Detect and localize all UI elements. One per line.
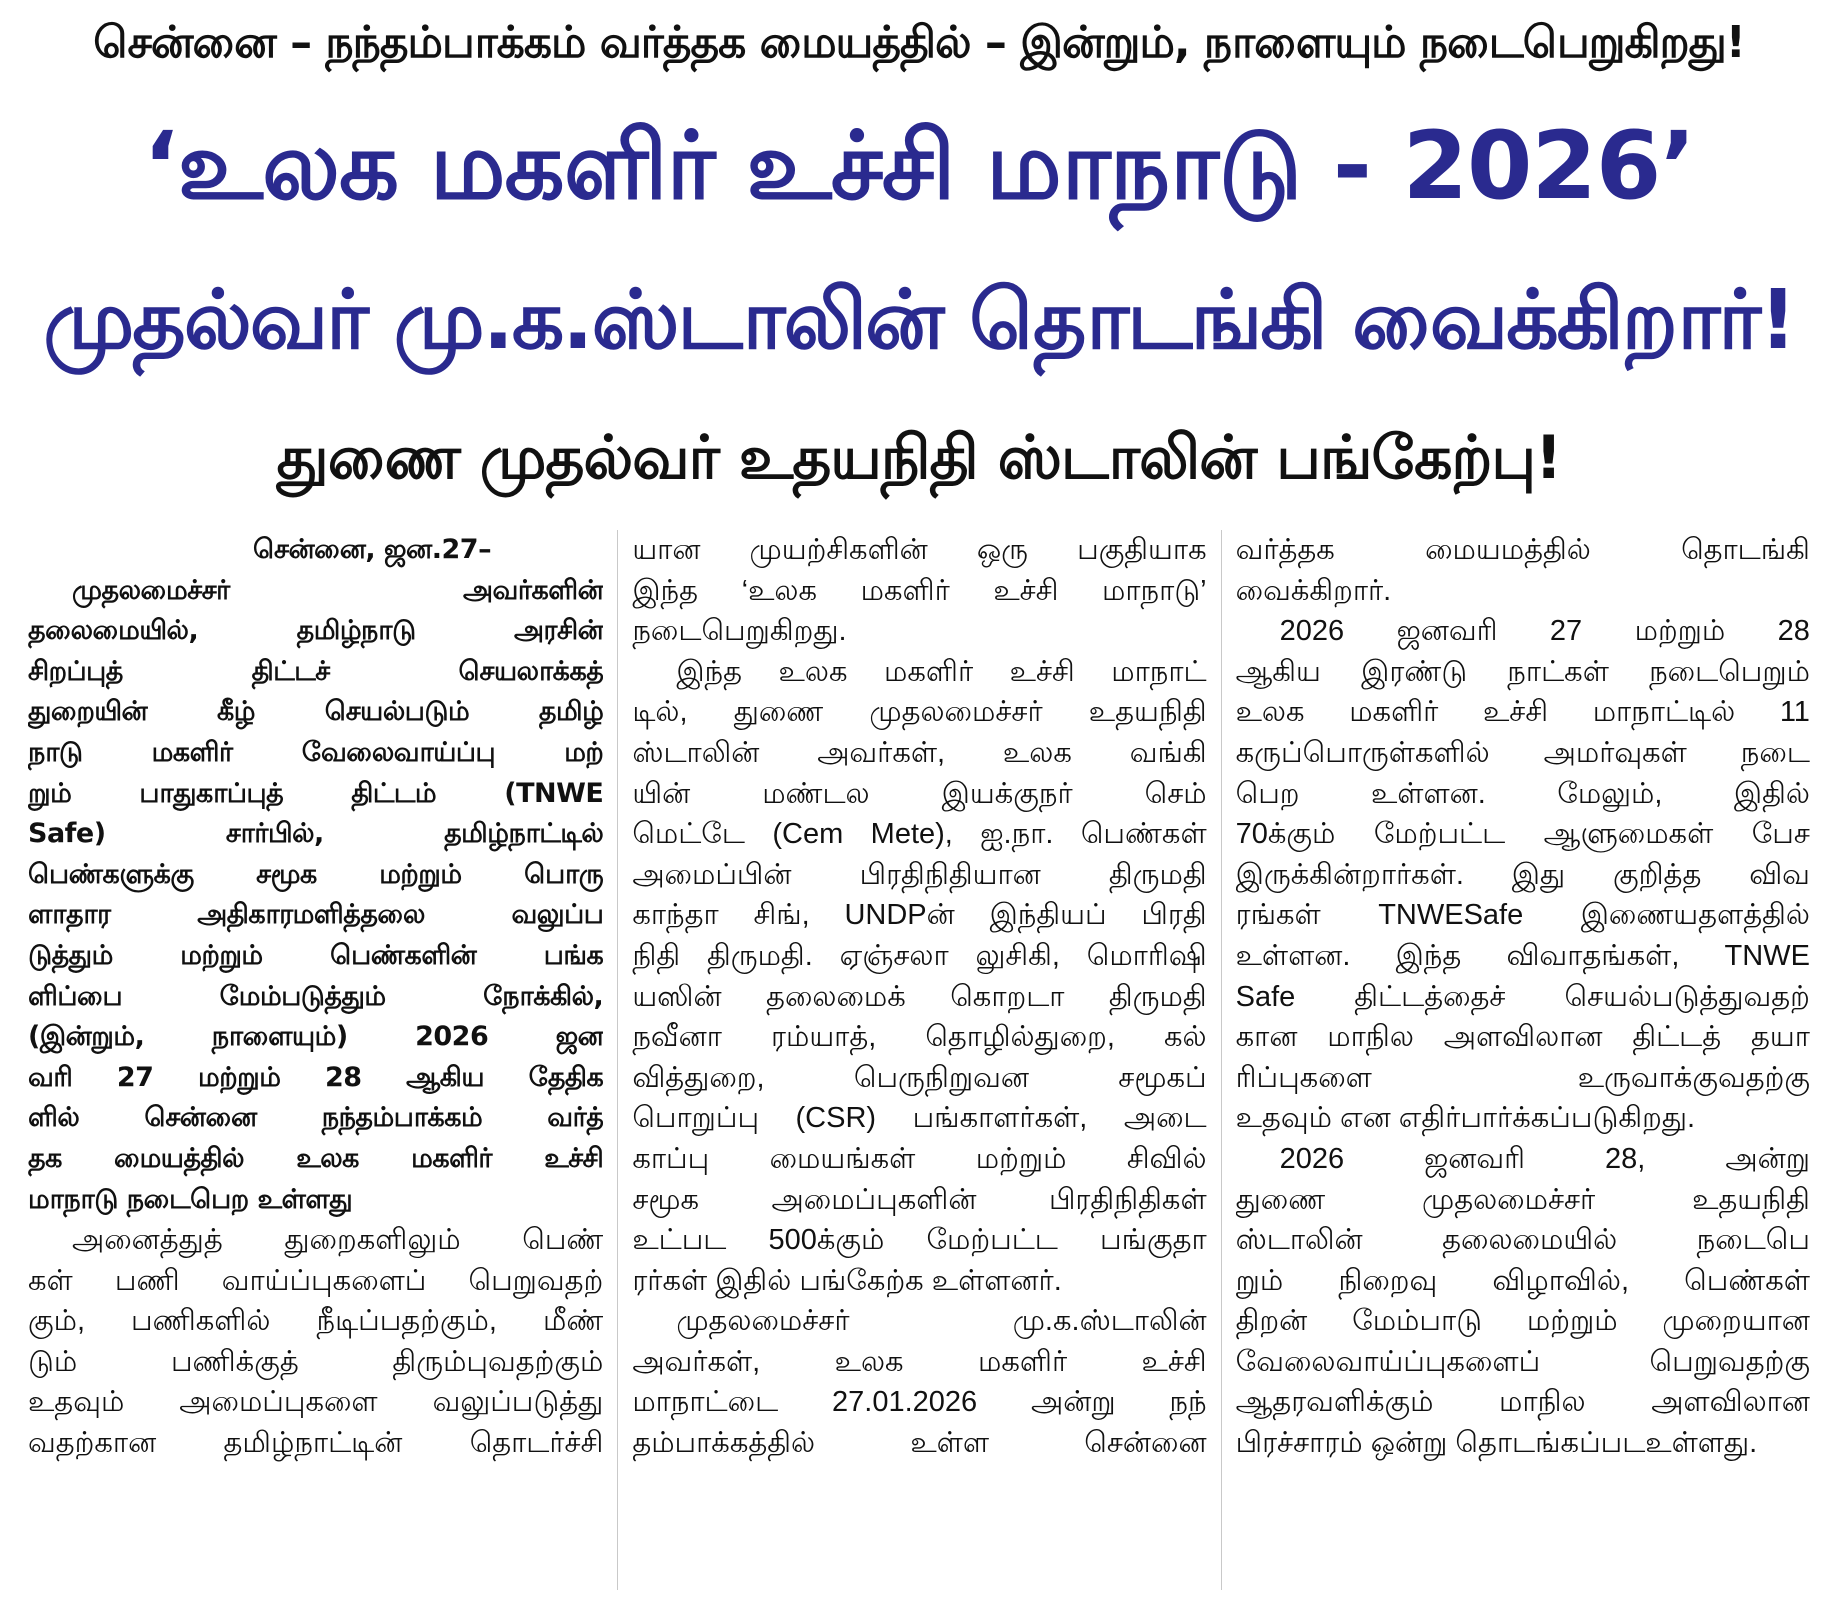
text-line: இந்த உலக மகளிர் உச்சி மாநாட் bbox=[676, 655, 1207, 688]
text-line: துறையின் கீழ் செயல்படும் தமிழ் bbox=[28, 696, 604, 728]
text-line: முதலமைச்சர் அவர்களின் bbox=[72, 574, 604, 606]
text-line: ஆகிய இரண்டு நாட்கள் நடைபெறும் bbox=[1235, 655, 1810, 688]
text-line: டுத்தும் மற்றும் பெண்களின் பங்க bbox=[28, 939, 604, 971]
text-line: அவர்கள், உலக மகளிர் உச்சி bbox=[632, 1345, 1207, 1378]
text-line: வைக்கிறார். bbox=[1235, 574, 1392, 607]
article-column-3 bbox=[1221, 530, 1824, 1590]
text-line: டில், துணை முதலமைச்சர் உதயநிதி bbox=[632, 696, 1207, 729]
text-line: கும், பணிகளில் நீடிப்பதற்கும், மீண் bbox=[28, 1305, 604, 1338]
article-columns bbox=[14, 530, 1824, 1590]
text-line: நாடு மகளிர் வேலைவாய்ப்பு மற் bbox=[28, 736, 604, 768]
text-line: உள்ளன. இந்த விவாதங்கள், TNWE bbox=[1235, 939, 1810, 972]
text-line: யஸின் தலைமைக் கொறடா திருமதி bbox=[632, 980, 1207, 1013]
text-line: ஸ்டாலின் அவர்கள், உலக வங்கி bbox=[632, 736, 1207, 769]
text-line: Safe) சார்பில், தமிழ்நாட்டில் bbox=[28, 818, 604, 850]
text-line: ளிப்பை மேம்படுத்தும் நோக்கில், bbox=[28, 980, 604, 1012]
text-line: வதற்கான தமிழ்நாட்டின் தொடர்ச்சி bbox=[28, 1427, 604, 1460]
text-line: பிரச்சாரம் ஒன்று தொடங்கப்படஉள்ளது. bbox=[1235, 1427, 1758, 1460]
text-line: உலக மகளிர் உச்சி மாநாட்டில் 11 bbox=[1235, 696, 1810, 729]
text-line: றும் நிறைவு விழாவில், பெண்கள் bbox=[1235, 1264, 1810, 1297]
text-line: இருக்கின்றார்கள். இது குறித்த விவ bbox=[1235, 858, 1810, 891]
text-line: டும் பணிக்குத் திரும்புவதற்கும் bbox=[28, 1345, 604, 1378]
text-line: அனைத்துத் துறைகளிலும் பெண் bbox=[72, 1224, 604, 1257]
headline-line-2: முதல்வர் மு.க.ஸ்டாலின் தொடங்கி வைக்கிறார்! bbox=[43, 273, 1795, 368]
text-line: உதவும் அமைப்புகளை வலுப்படுத்து bbox=[28, 1386, 604, 1419]
text-line: முதலமைச்சர் மு.க.ஸ்டாலின் bbox=[676, 1305, 1207, 1338]
text-line: 2026 ஜனவரி 27 மற்றும் 28 bbox=[1279, 615, 1810, 648]
text-line: அமைப்பின் பிரதிநிதியான திருமதி bbox=[632, 858, 1207, 891]
text-line: பெண்களுக்கு சமூக மற்றும் பொரு bbox=[28, 858, 604, 890]
article-column-1 bbox=[14, 530, 617, 1590]
text-line: கருப்பொருள்களில் அமர்வுகள் நடை bbox=[1235, 736, 1810, 769]
text-line: யின் மண்டல இயக்குநர் செம் bbox=[632, 777, 1207, 810]
text-line: உட்பட 500க்கும் மேற்பட்ட பங்குதா bbox=[632, 1224, 1207, 1257]
text-line: ளில் சென்னை நந்தம்பாக்கம் வர்த் bbox=[28, 1102, 604, 1134]
text-line: உதவும் என எதிர்பார்க்கப்படுகிறது. bbox=[1235, 1102, 1696, 1135]
text-line: கான மாநில அளவிலான திட்டத் தயா bbox=[1235, 1021, 1810, 1054]
text-line: ரிப்புகளை உருவாக்குவதற்கு bbox=[1235, 1061, 1810, 1094]
text-line: 70க்கும் மேற்பட்ட ஆளுமைகள் பேச bbox=[1235, 818, 1810, 851]
text-line: காந்தா சிங், UNDPன் இந்தியப் பிரதி bbox=[632, 899, 1207, 932]
text-line: நிதி திருமதி. ஏஞ்சலா லுசிகி, மொரிஷி bbox=[632, 939, 1207, 972]
text-line: பெற உள்ளன. மேலும், இதில் bbox=[1235, 777, 1810, 810]
text-line: ரங்கள் TNWESafe இணையதளத்தில் bbox=[1235, 899, 1810, 932]
text-line: திறன் மேம்பாடு மற்றும் முறையான bbox=[1235, 1305, 1810, 1338]
text-line: றும் பாதுகாப்புத் திட்டம் (TNWE bbox=[28, 777, 604, 809]
text-line: யான முயற்சிகளின் ஒரு பகுதியாக bbox=[632, 534, 1207, 566]
subheadline: துணை முதல்வர் உதயநிதி ஸ்டாலின் பங்கேற்பு! bbox=[276, 423, 1562, 493]
text-line: தம்பாக்கத்தில் உள்ள சென்னை bbox=[632, 1427, 1207, 1460]
text-line: கள் பணி வாய்ப்புகளைப் பெறுவதற் bbox=[28, 1264, 604, 1297]
text-line: வித்துறை, பெருநிறுவன சமூகப் bbox=[632, 1061, 1207, 1094]
headline-line-1: ‘உலக மகளிர் உச்சி மாநாடு - 2026’ bbox=[143, 111, 1695, 221]
article-column-2 bbox=[617, 530, 1220, 1590]
text-line: தக மையத்தில் உலக மகளிர் உச்சி bbox=[28, 1142, 604, 1174]
text-line: சிறப்புத் திட்டச் செயலாக்கத் bbox=[28, 655, 604, 687]
text-line: சமூக அமைப்புகளின் பிரதிநிதிகள் bbox=[632, 1183, 1207, 1216]
text-line: ஆதரவளிக்கும் மாநில அளவிலான bbox=[1235, 1386, 1810, 1419]
text-line: ஸ்டாலின் தலைமையில் நடைபெ bbox=[1235, 1224, 1810, 1257]
text-line: மாநாடு நடைபெற உள்ளது bbox=[28, 1183, 353, 1215]
text-line: வர்த்தக மையமத்தில் தொடங்கி bbox=[1235, 534, 1810, 566]
text-line: ளாதார அதிகாரமளித்தலை வலுப்ப bbox=[28, 899, 604, 931]
text-line: பொறுப்பு (CSR) பங்காளர்கள், அடை bbox=[632, 1102, 1207, 1135]
text-line: இந்த ‘உலக மகளிர் உச்சி மாநாடு’ bbox=[632, 574, 1207, 607]
text-line: வேலைவாய்ப்புகளைப் பெறுவதற்கு bbox=[1235, 1345, 1810, 1378]
text-line: காப்பு மையங்கள் மற்றும் சிவில் bbox=[632, 1142, 1207, 1175]
text-line: வரி 27 மற்றும் 28 ஆகிய தேதிக bbox=[28, 1061, 604, 1093]
text-line: மாநாட்டை 27.01.2026 அன்று நந் bbox=[632, 1386, 1207, 1419]
text-line: மெட்டே (Cem Mete), ஐ.நா. பெண்கள் bbox=[632, 818, 1207, 851]
text-line: ரர்கள் இதில் பங்கேற்க உள்ளனர். bbox=[632, 1264, 1062, 1297]
text-line: தலைமையில், தமிழ்நாடு அரசின் bbox=[28, 615, 604, 647]
text-line: 2026 ஜனவரி 28, அன்று bbox=[1279, 1142, 1810, 1175]
text-line: நடைபெறுகிறது. bbox=[632, 615, 847, 648]
text-line: (இன்றும், நாளையும்) 2026 ஜன bbox=[28, 1021, 604, 1053]
dateline: சென்னை, ஜன.27– bbox=[253, 534, 492, 565]
text-line: நவீனா ரம்யாத், தொழில்துறை, கல் bbox=[632, 1021, 1207, 1054]
text-line: துணை முதலமைச்சர் உதயநிதி bbox=[1235, 1183, 1810, 1216]
text-line: Safe திட்டத்தைச் செயல்படுத்துவதற் bbox=[1235, 980, 1810, 1013]
kicker-line: சென்னை – நந்தம்பாக்கம் வர்த்தக மையத்தில் – இன்றும், நாளையும் நடைபெறுகிறது! bbox=[93, 16, 1745, 68]
